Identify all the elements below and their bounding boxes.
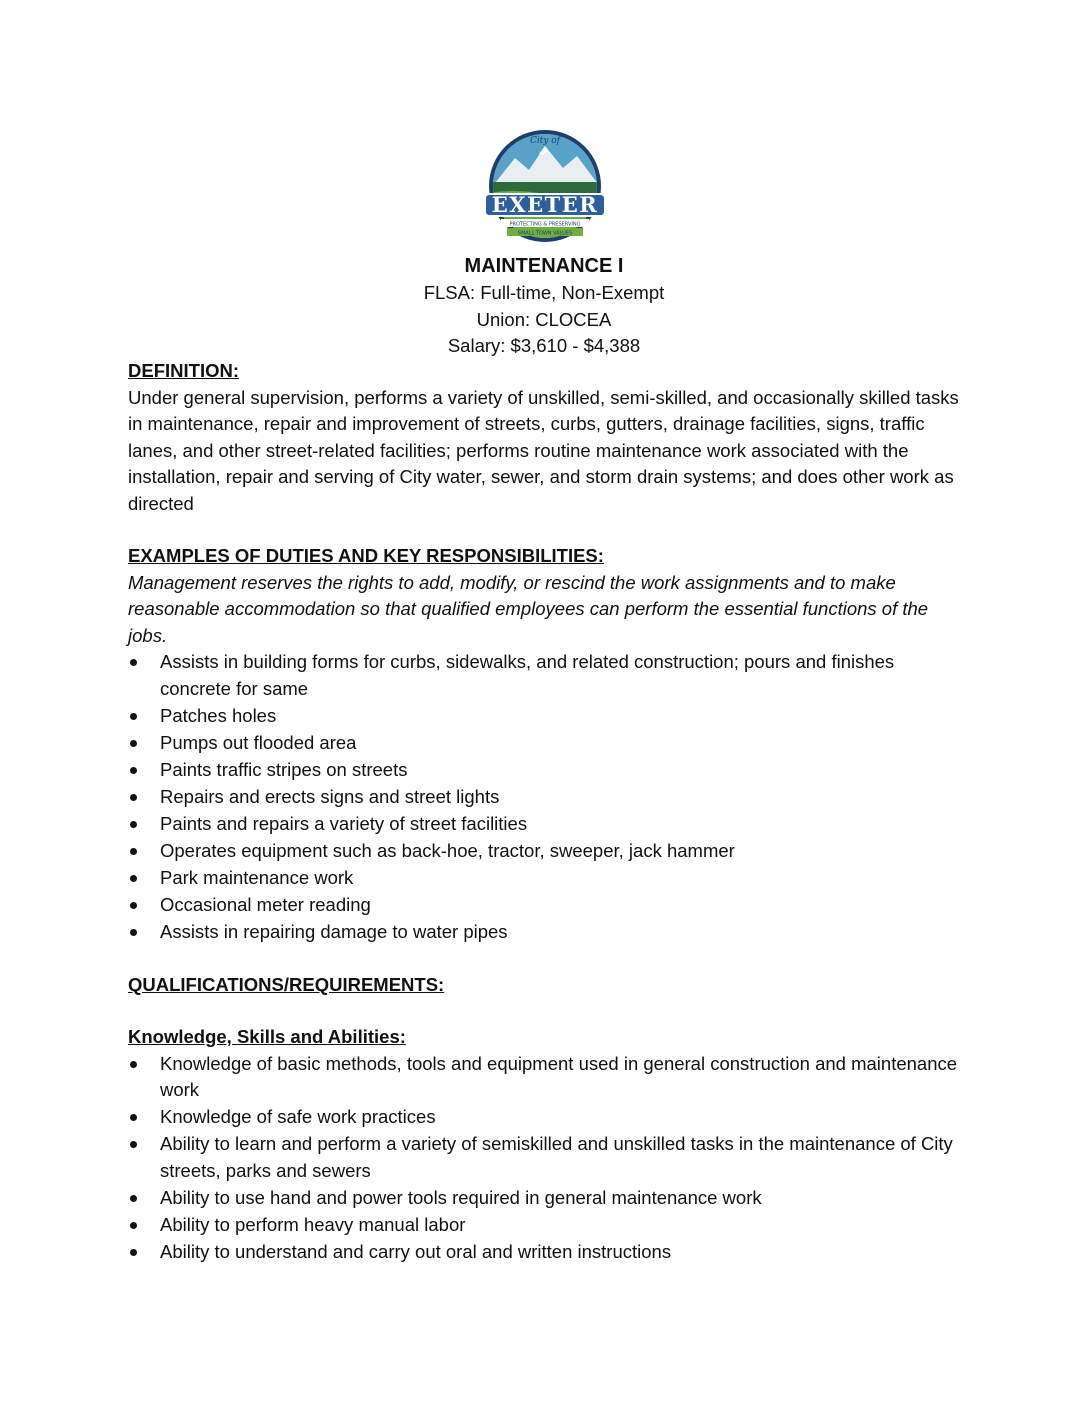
bullet-icon bbox=[130, 1061, 137, 1068]
bullet-icon bbox=[130, 767, 137, 774]
list-item: Ability to learn and perform a variety of semiskilled and unskilled tasks in the maintenance of City streets, parks and sewers bbox=[128, 1131, 968, 1184]
duties-note: Management reserves the rights to add, modify, or rescind the work assignments and to make reasonable accommodation so that qualified employees can perform the essential functions of the jobs. bbox=[128, 571, 929, 646]
duties-list bbox=[128, 649, 968, 945]
city-seal-icon bbox=[483, 130, 607, 248]
bullet-icon bbox=[130, 848, 137, 855]
list-item: Knowledge of safe work practices bbox=[128, 1104, 968, 1131]
ksa-list bbox=[128, 1051, 968, 1266]
list-item: Ability to perform heavy manual labor bbox=[128, 1212, 968, 1239]
bullet-icon bbox=[130, 1141, 137, 1148]
ksa-heading: Knowledge, Skills and Abilities: bbox=[128, 1026, 406, 1047]
job-title: MAINTENANCE I bbox=[464, 255, 624, 277]
list-item: Ability to understand and carry out oral and written instructions bbox=[128, 1239, 968, 1266]
svg-text:PROTECTING & PRESERVING: PROTECTING & PRESERVING bbox=[509, 221, 581, 228]
list-item: Occasional meter reading bbox=[128, 892, 968, 919]
flsa-status: FLSA: Full-time, Non-Exempt bbox=[423, 282, 665, 303]
bullet-icon bbox=[130, 1195, 137, 1202]
list-item: Pumps out flooded area bbox=[128, 730, 968, 757]
duties-heading: EXAMPLES OF DUTIES AND KEY RESPONSIBILITIES: bbox=[128, 545, 604, 566]
definition-text: Under general supervision, performs a variety of unskilled, semi-skilled, and occasionally skilled tasks in maintenance, repair and improvement of streets, curbs, gutters, drainage facilities, signs, traffic lanes, and other street-related facilities; performs routine maintenance work associated with the installation, repair and serving of City water, sewer, and storm drain systems; and does other work as directed bbox=[128, 386, 959, 514]
bullet-icon bbox=[130, 794, 137, 801]
city-logo bbox=[483, 130, 607, 248]
bullet-icon bbox=[130, 740, 137, 747]
list-item: Assists in building forms for curbs, sidewalks, and related construction; pours and finishes concrete for same bbox=[128, 649, 968, 702]
bullet-icon bbox=[130, 929, 137, 936]
list-item: Ability to use hand and power tools required in general maintenance work bbox=[128, 1185, 968, 1212]
list-item: Repairs and erects signs and street lights bbox=[128, 784, 968, 811]
qualifications-heading: QUALIFICATIONS/REQUIREMENTS: bbox=[128, 973, 445, 995]
definition-heading: DEFINITION: bbox=[128, 360, 239, 381]
bullet-icon bbox=[130, 1249, 137, 1256]
bullet-icon bbox=[130, 713, 137, 720]
list-item: Park maintenance work bbox=[128, 865, 968, 892]
job-header bbox=[0, 252, 1088, 360]
list-item: Operates equipment such as back-hoe, tractor, sweeper, jack hammer bbox=[128, 838, 968, 865]
list-item: Patches holes bbox=[128, 703, 968, 730]
bullet-icon bbox=[130, 1222, 137, 1229]
bullet-icon bbox=[130, 821, 137, 828]
list-item: Knowledge of basic methods, tools and equipment used in general construction and maintenance work bbox=[128, 1051, 968, 1104]
list-item: Paints traffic stripes on streets bbox=[128, 757, 968, 784]
bullet-icon bbox=[130, 875, 137, 882]
salary-range: Salary: $3,610 - $4,388 bbox=[447, 335, 641, 356]
logo-top-text: City of bbox=[529, 136, 561, 146]
svg-text:SMALL TOWN VALUES: SMALL TOWN VALUES bbox=[517, 230, 573, 237]
bullet-icon bbox=[130, 659, 137, 666]
list-item: Paints and repairs a variety of street facilities bbox=[128, 811, 968, 838]
logo-name: EXETER bbox=[491, 192, 599, 217]
union-info: Union: CLOCEA bbox=[476, 308, 612, 330]
list-item: Assists in repairing damage to water pipes bbox=[128, 919, 968, 946]
bullet-icon bbox=[130, 902, 137, 909]
document-body bbox=[128, 358, 968, 1266]
bullet-icon bbox=[130, 1114, 137, 1121]
